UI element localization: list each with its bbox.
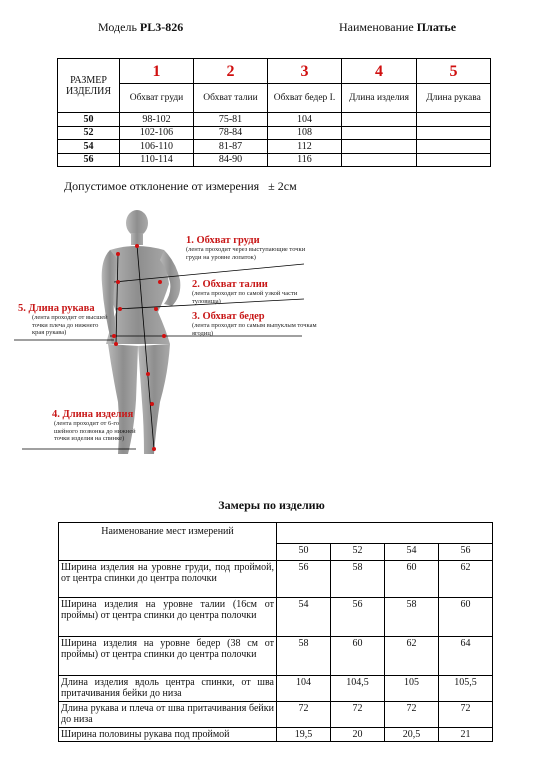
col-label-length: Длина изделия (342, 84, 417, 113)
measurements-table (58, 522, 493, 742)
col-number-5: 5 (417, 59, 491, 84)
col-label-waist: Обхват талии (194, 84, 268, 113)
table-cell: 110-114 (120, 153, 194, 167)
table-cell: 62 (385, 637, 439, 676)
waist-note: (лента проходит по самой узкой части туловища) (192, 290, 298, 305)
size-cell: 50 (58, 113, 120, 127)
table-cell: 106-110 (120, 140, 194, 154)
table-cell: 54 (277, 598, 331, 637)
table-cell: 116 (268, 153, 342, 167)
size-cell: 56 (58, 153, 120, 167)
model-label: Модель (98, 20, 137, 34)
col-number-1: 1 (120, 59, 194, 84)
table-cell (417, 153, 491, 167)
size-header-cell: 54 (385, 544, 439, 561)
table-cell (342, 126, 417, 140)
table-cell: 105 (385, 676, 439, 702)
size-header-cell: 56 (439, 544, 493, 561)
sleeve-title: 5. Длина рукава (18, 303, 95, 314)
table-cell: 58 (277, 637, 331, 676)
label-chest (186, 235, 316, 261)
table-row (59, 728, 493, 742)
chest-title: 1. Обхват груди (186, 235, 260, 246)
row-label: Длина рукава и плеча от шва притачивания бейки до низа (59, 702, 277, 728)
waist-title: 2. Обхват талии (192, 279, 268, 290)
table-cell: 108 (268, 126, 342, 140)
table-cell: 72 (385, 702, 439, 728)
tolerance-note: Допустимое отклонение от измерения ± 2см (64, 179, 297, 193)
table-row (58, 126, 491, 140)
size-header: РАЗМЕР ИЗДЕЛИЯ (58, 59, 120, 113)
table-cell (417, 113, 491, 127)
table-cell: 56 (331, 598, 385, 637)
col-number-2: 2 (194, 59, 268, 84)
label-waist (192, 279, 322, 305)
size-table (57, 58, 491, 167)
table-cell: 72 (277, 702, 331, 728)
table-cell: 104 (268, 113, 342, 127)
col-number-3: 3 (268, 59, 342, 84)
product-name-line (339, 20, 456, 35)
table-cell: 72 (331, 702, 385, 728)
table-row (59, 598, 493, 637)
table-cell (342, 153, 417, 167)
table-row (59, 637, 493, 676)
measurements-title: Замеры по изделию (218, 498, 325, 512)
label-length (52, 409, 138, 443)
label-sleeve (18, 303, 112, 337)
table-row (59, 561, 493, 598)
size-cell: 52 (58, 126, 120, 140)
col-label-chest: Обхват груди (120, 84, 194, 113)
table-cell: 62 (439, 561, 493, 598)
sleeve-note: (лента проходит от высшей точки плеча до нижнего края рукава) (32, 314, 108, 336)
model-value: PL3-826 (139, 20, 184, 34)
table-cell (342, 113, 417, 127)
col-label-sleeve: Длина рукава (417, 84, 491, 113)
row-label: Ширина изделия на уровне талии (16см от проймы) от центра спинки до центра полочки (59, 598, 277, 637)
table-cell: 60 (385, 561, 439, 598)
table-cell: 81-87 (194, 140, 268, 154)
table-cell: 105,5 (439, 676, 493, 702)
row-label: Ширина изделия на уровне бедер (38 см от проймы) от центра спинки до центра полочки (59, 637, 277, 676)
table-row (58, 113, 491, 127)
table-cell: 104 (277, 676, 331, 702)
table-cell: 20,5 (385, 728, 439, 742)
table-cell (342, 140, 417, 154)
table-cell (417, 126, 491, 140)
table-cell: 60 (331, 637, 385, 676)
size-cell: 54 (58, 140, 120, 154)
table-cell: 58 (385, 598, 439, 637)
table-cell: 58 (331, 561, 385, 598)
table-row (59, 702, 493, 728)
name-value: Платье (416, 20, 457, 34)
model-line (98, 20, 183, 35)
table-cell: 75-81 (194, 113, 268, 127)
table-cell: 56 (277, 561, 331, 598)
length-title: 4. Длина изделия (52, 409, 134, 420)
table-cell: 112 (268, 140, 342, 154)
header-spacer (277, 523, 493, 544)
size-header-cell: 52 (331, 544, 385, 561)
header-label: Наименование мест измерений (59, 523, 277, 561)
table-cell: 21 (439, 728, 493, 742)
row-label: Ширина половины рукава под проймой (59, 728, 277, 742)
col-number-4: 4 (342, 59, 417, 84)
table-cell: 84-90 (194, 153, 268, 167)
row-label: Ширина изделия на уровне груди, под проймой, от центра спинки до центра полочки (59, 561, 277, 598)
label-hips (192, 311, 322, 337)
hips-title: 3. Обхват бедер (192, 311, 265, 322)
table-cell: 72 (439, 702, 493, 728)
chest-note: (лента проходит через выступающие точки груди на уровне лопаток) (186, 246, 306, 261)
table-row (58, 140, 491, 154)
length-note: (лента проходит от 6-го шейного позвонка до нижней точки изделия на спинке) (54, 420, 136, 442)
table-cell: 102-106 (120, 126, 194, 140)
table-cell: 19,5 (277, 728, 331, 742)
table-cell (417, 140, 491, 154)
table-cell: 60 (439, 598, 493, 637)
table-cell: 20 (331, 728, 385, 742)
table-cell: 78-84 (194, 126, 268, 140)
table-cell: 64 (439, 637, 493, 676)
table-row (59, 676, 493, 702)
hips-note: (лента проходит по самым выпуклым точкам ягодиц) (192, 322, 317, 337)
row-label: Длина изделия вдоль центра спинки, от шва притачивания бейки до низа (59, 676, 277, 702)
col-label-hips: Обхват бедер I. (268, 84, 342, 113)
table-row (58, 153, 491, 167)
table-cell: 98-102 (120, 113, 194, 127)
table-cell: 104,5 (331, 676, 385, 702)
measurement-figure (14, 204, 344, 458)
name-label: Наименование (339, 20, 414, 34)
size-header-cell: 50 (277, 544, 331, 561)
